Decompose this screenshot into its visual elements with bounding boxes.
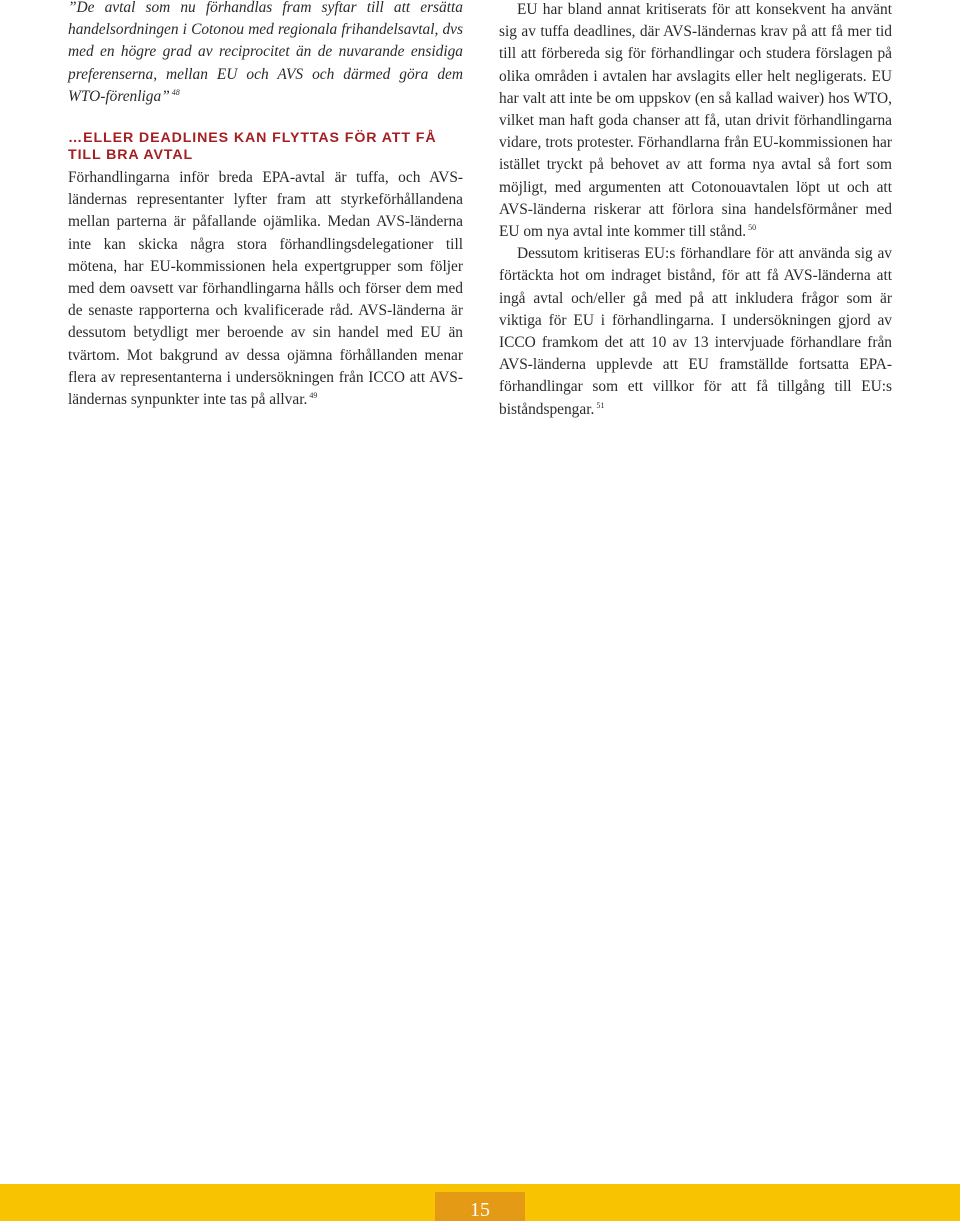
body-text: Förhandlingarna inför breda EPA-avtal är tuffa, och AVS-ländernas representanter lyfter fram att styrkeförhållandena mellan parterna är påfallande ojämlika. Medan AVS-länderna inte kan skicka några stora förhandlingsdelegationer till mötena, har EU-kommissionen hela expertgrupper som följer med dem oavsett var förhandlingarna hålls och förser dem med de senaste rapporterna och kvalificerade råd. AVS-länderna är dessutom betydligt mer beroende av sin handel med EU än tvärtom. Mot bakgrund av dessa ojämna förhållanden menar flera av representanterna i undersökningen från ICCO att AVS-ländernas synpunkter inte tas på allvar. (68, 169, 463, 409)
right-paragraph-1 (499, 0, 892, 243)
footnote-ref-50: 50 (748, 222, 757, 232)
quote-text: ”De avtal som nu förhandlas fram syftar till att ersätta handelsordningen i Cotonou med regionala frihandelsavtal, dvs med en högre grad av reciprocitet än de nuvarande ensidiga preferenserna, mellan EU och AVS och därmed göra dem WTO-förenliga” (68, 0, 463, 105)
section-heading: …ELLER DEADLINES KAN FLYTTAS FÖR ATT FÅ TILL BRA AVTAL (68, 130, 437, 164)
right-paragraph-2-text: Dessutom kritiseras EU:s förhandlare för att använda sig av förtäckta hot om indraget bistånd, för att få AVS-länderna att ingå avtal och/eller gå med på att inkludera frågor som är viktiga för EU i förhandlingarna. I undersökningen gjord av ICCO framkom det att 10 av 13 intervjuade förhandlare från AVS-länderna upplevde att EU framställde fortsatta EPA-förhandlingar som ett villkor för att få tillgång till EU:s biståndspengar. (499, 245, 892, 418)
footnote-ref-48: 48 (171, 87, 180, 97)
right-column (499, 0, 892, 421)
body-paragraph (68, 167, 463, 411)
page-number: 15 (435, 1192, 525, 1221)
left-column (68, 0, 463, 411)
footnote-ref-49: 49 (309, 390, 318, 400)
quote-paragraph (68, 0, 463, 108)
right-paragraph-2 (499, 243, 892, 421)
right-paragraph-1-text: EU har bland annat kritiserats för att konsekvent ha använt sig av tuffa deadlines, där AVS-ländernas krav på att få mer tid till att förbereda sig för förhandlingar och studera förslagen på olika områden i avtalen har avslagits eller helt negligerats. EU har valt att inte be om uppskov (en så kallad waiver) hos WTO, vilket man haft goda chanser att få, utan drivit förhandlingarna vidare, trots protester. Förhandlarna från EU-kommissionen har istället tryckt på behovet av att forma nya avtal så fort som möjligt, med argumenten att Cotonouavtalen löpt ut och att AVS-länderna riskerar att förlora sina handelsförmåner med EU om nya avtal inte kommer till stånd. (499, 1, 892, 241)
footnote-ref-51: 51 (596, 400, 605, 410)
